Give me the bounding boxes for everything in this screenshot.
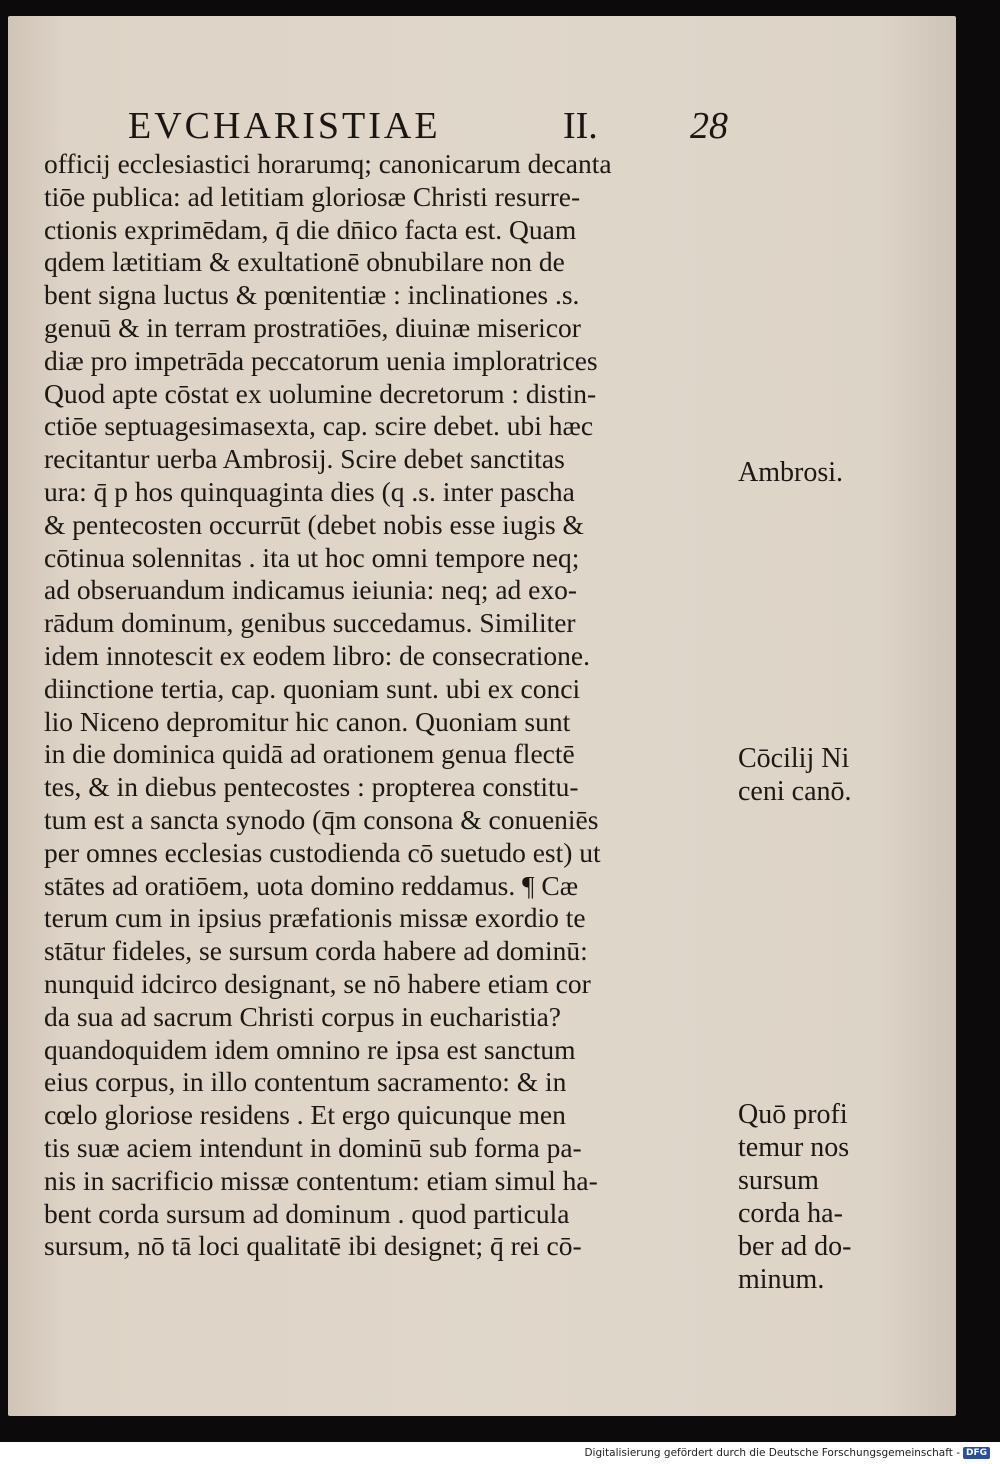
running-head-title: EVCHARISTIAE (128, 105, 441, 147)
text-line: recitantur uerba Ambrosij. Scire debet sanctitas (44, 443, 565, 475)
text-line: lio Niceno depromitur hic canon. Quoniam sunt (44, 705, 571, 737)
text-line: diæ pro impetrāda peccatorum uenia imploratrices (44, 344, 598, 376)
margin-note-line: corda ha- (738, 1198, 843, 1229)
margin-note-line: Quō profi (738, 1099, 848, 1130)
text-line: bent signa luctus & pœnitentiæ : inclinationes .s. (44, 279, 580, 311)
margin-note-line: temur nos (738, 1132, 850, 1163)
text-line: cōtinua solennitas . ita ut hoc omni tempore neq; (44, 541, 580, 573)
text-line: ctiōe septuagesimasexta, cap. scire debet. ubi hæc (44, 410, 594, 442)
text-line: terum cum in ipsius præfationis missæ exordio te (44, 902, 586, 934)
credit-text: Digitalisierung gefördert durch die Deutsche Forschungsgemeinschaft - (584, 1447, 960, 1459)
text-line: tiōe publica: ad letitiam gloriosæ Christi resurre- (44, 180, 581, 212)
margin-note-line: ber ad do- (738, 1231, 852, 1262)
text-line: per omnes ecclesias custodienda cō suetudo est) ut (44, 836, 601, 868)
text-line: qdem lætitiam & exultationē obnubilare non de (44, 246, 565, 278)
digitization-credit (584, 1447, 990, 1459)
text-line: ad obseruandum indicamus ieiunia: neq; ad exo- (44, 574, 578, 606)
margin-note-line: Cōcilij Ni (738, 743, 850, 774)
margin-note-line: ceni canō. (738, 776, 852, 807)
body-text (44, 148, 744, 1263)
text-line: nunquid idcirco designant, se nō habere etiam cor (44, 967, 591, 999)
text-line: & pentecosten occurrūt (debet nobis esse iugis & (44, 508, 584, 540)
text-line: Quod apte cōstat ex uolumine decretorum : distin- (44, 377, 597, 409)
text-line: quandoquidem idem omnino re ipsa est sanctum (44, 1033, 576, 1065)
text-line: eius corpus, in illo contentum sacramento: & in (44, 1066, 567, 1098)
text-line: stātes ad oratiōem, uota domino reddamus. ¶ Cæ (44, 869, 579, 901)
chapter-number: II. (563, 105, 598, 147)
text-line: tis suæ aciem intendunt in dominū sub forma pa- (44, 1131, 582, 1163)
dfg-logo: DFG (963, 1447, 990, 1459)
margin-note-line: minum. (738, 1264, 825, 1295)
margin-note-line: sursum (738, 1165, 819, 1196)
text-line: rādum dominum, genibus succedamus. Similiter (44, 607, 576, 639)
text-line: diinctione tertia, cap. quoniam sunt. ubi ex conci (44, 672, 581, 704)
page-number: 28 (690, 105, 728, 147)
margin-note-line: Ambrosi. (738, 457, 843, 488)
margin-note-ambrosii (738, 456, 843, 489)
text-line: cœlo gloriose residens . Et ergo quicunque men (44, 1099, 566, 1131)
text-line: sursum, nō tā loci qualitatē ibi designet; q̄ rei cō- (44, 1230, 582, 1262)
text-line: in die dominica quidā ad orationem genua flectē (44, 738, 575, 770)
text-line: tum est a sancta synodo (q̄m consona & conueniēs (44, 803, 599, 835)
text-line: stātur fideles, se sursum corda habere ad dominū: (44, 935, 588, 967)
margin-note-sursum-corda (738, 1098, 852, 1296)
text-line: idem innotescit ex eodem libro: de consecratione. (44, 639, 590, 671)
text-line: ura: q̄ p hos quinquaginta dies (q .s. inter pascha (44, 475, 575, 507)
text-line: officij ecclesiastici horarumq; canonicarum decanta (44, 148, 612, 179)
running-head (128, 104, 748, 148)
text-line: nis in sacrificio missæ contentum: etiam simul ha- (44, 1164, 598, 1196)
text-line: da sua ad sacrum Christi corpus in eucharistia? (44, 1000, 561, 1032)
text-line: ctionis exprimēdam, q̄ die dn̄ico facta est. Quam (44, 213, 577, 245)
text-line: tes, & in diebus pentecostes : propterea constitu- (44, 771, 579, 803)
text-line: genuū & in terram prostratiōes, diuinæ misericor (44, 311, 581, 343)
margin-note-nicaea (738, 742, 852, 808)
text-line: bent corda sursum ad dominum . quod particula (44, 1197, 570, 1229)
